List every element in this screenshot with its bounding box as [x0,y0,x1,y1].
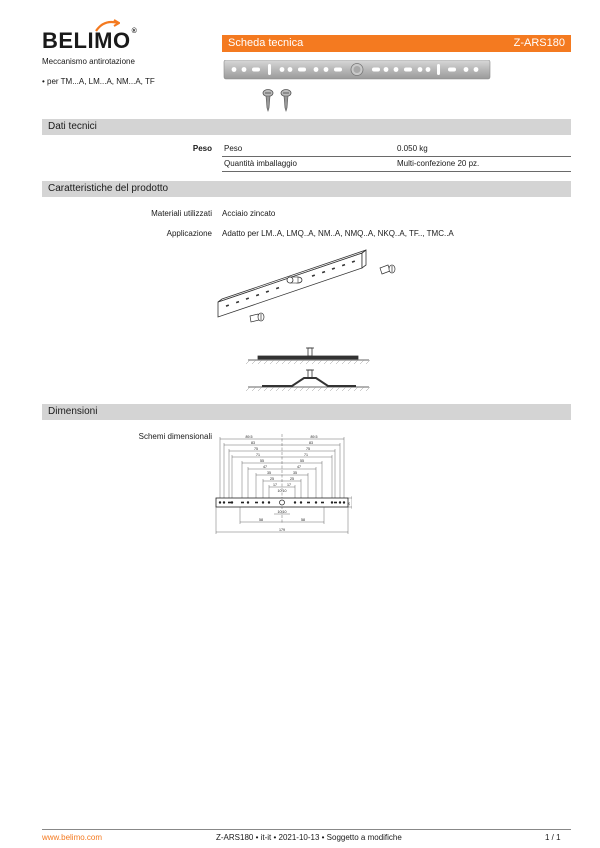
dim-label: 89.5 [245,435,253,439]
row-packaging-value: Multi-confezione 20 pz. [397,159,480,168]
dim-label-center: 10.10 [277,489,287,493]
dim-label: 25 [290,477,294,481]
dim-label: 89.5 [310,435,318,439]
dim-label: 35 [293,471,297,475]
dim-label-small: 10 10 [277,510,287,514]
application-value: Adatto per LM..A, LMQ..A, NM..A, NMQ..A, NKQ..A, TF.., TMC..A [222,229,454,238]
dim-label: 17 [287,483,291,487]
compatibility-bullet: • per TM...A, LM...A, NM...A, TF [42,77,155,86]
title-bar [222,35,571,52]
footer-divider [42,829,571,830]
dim-label: 25 [270,477,274,481]
dim-label: 55 [300,459,304,463]
section-title: Dimensioni [48,406,98,417]
side-view-drawings [246,340,371,395]
dim-label: 83 [309,441,313,445]
screw-icon [281,90,291,112]
dim-label: 75 [306,447,310,451]
row-weight-value: 0.050 kg [397,144,428,153]
dimension-drawing [212,432,352,537]
material-label: Materiali utilizzati [151,209,212,218]
dim-label: 75 [254,447,258,451]
doc-type: Scheda tecnica [228,37,304,49]
dim-label-total: 179 [279,528,285,532]
weight-group-label: Peso [192,144,212,153]
section-title: Caratteristiche del prodotto [48,183,169,194]
drawings-label: Schemi dimensionali [138,432,212,441]
screw-icon [263,90,273,112]
product-photo [222,60,492,115]
dim-label: 47 [297,465,301,469]
dim-label-58-left: 58 [259,518,263,522]
footer-website-link[interactable]: www.belimo.com [42,833,103,842]
dim-label: 47 [263,465,267,469]
dim-label: 71 [256,453,260,457]
footer-page-number: 1 / 1 [545,833,561,842]
brand-logo [42,28,137,54]
footer-info: Z-ARS180 • it-it • 2021-10-13 • Soggetto a modifiche [216,833,402,842]
logo-swoosh-icon [94,19,120,33]
dim-label: 71 [304,453,308,457]
dim-label-58-right: 58 [301,518,305,522]
brand-name: BELIMO [42,28,131,53]
dim-label-height: 15 [347,502,351,506]
row-divider [222,171,571,172]
dim-label: 83 [251,441,255,445]
row-weight-name: Peso [224,144,243,153]
mounting-drawing [212,244,407,334]
material-value: Acciaio zincato [222,209,276,218]
product-name: Meccanismo antirotazione [42,57,135,66]
dim-label: 35 [267,471,271,475]
model-number: Z-ARS180 [513,37,565,49]
section-product-features [42,181,571,197]
row-divider [222,156,571,157]
dim-label: 17 [273,483,277,487]
section-title: Dati tecnici [48,121,97,132]
section-technical-data [42,119,571,135]
screw-icon [380,265,395,274]
section-dimensions [42,404,571,420]
screw-icon [250,313,264,322]
registered-mark: ® [131,28,138,35]
row-packaging-name: Quantità imballaggio [224,159,297,168]
application-label: Applicazione [166,229,212,238]
dim-label: 55 [260,459,264,463]
